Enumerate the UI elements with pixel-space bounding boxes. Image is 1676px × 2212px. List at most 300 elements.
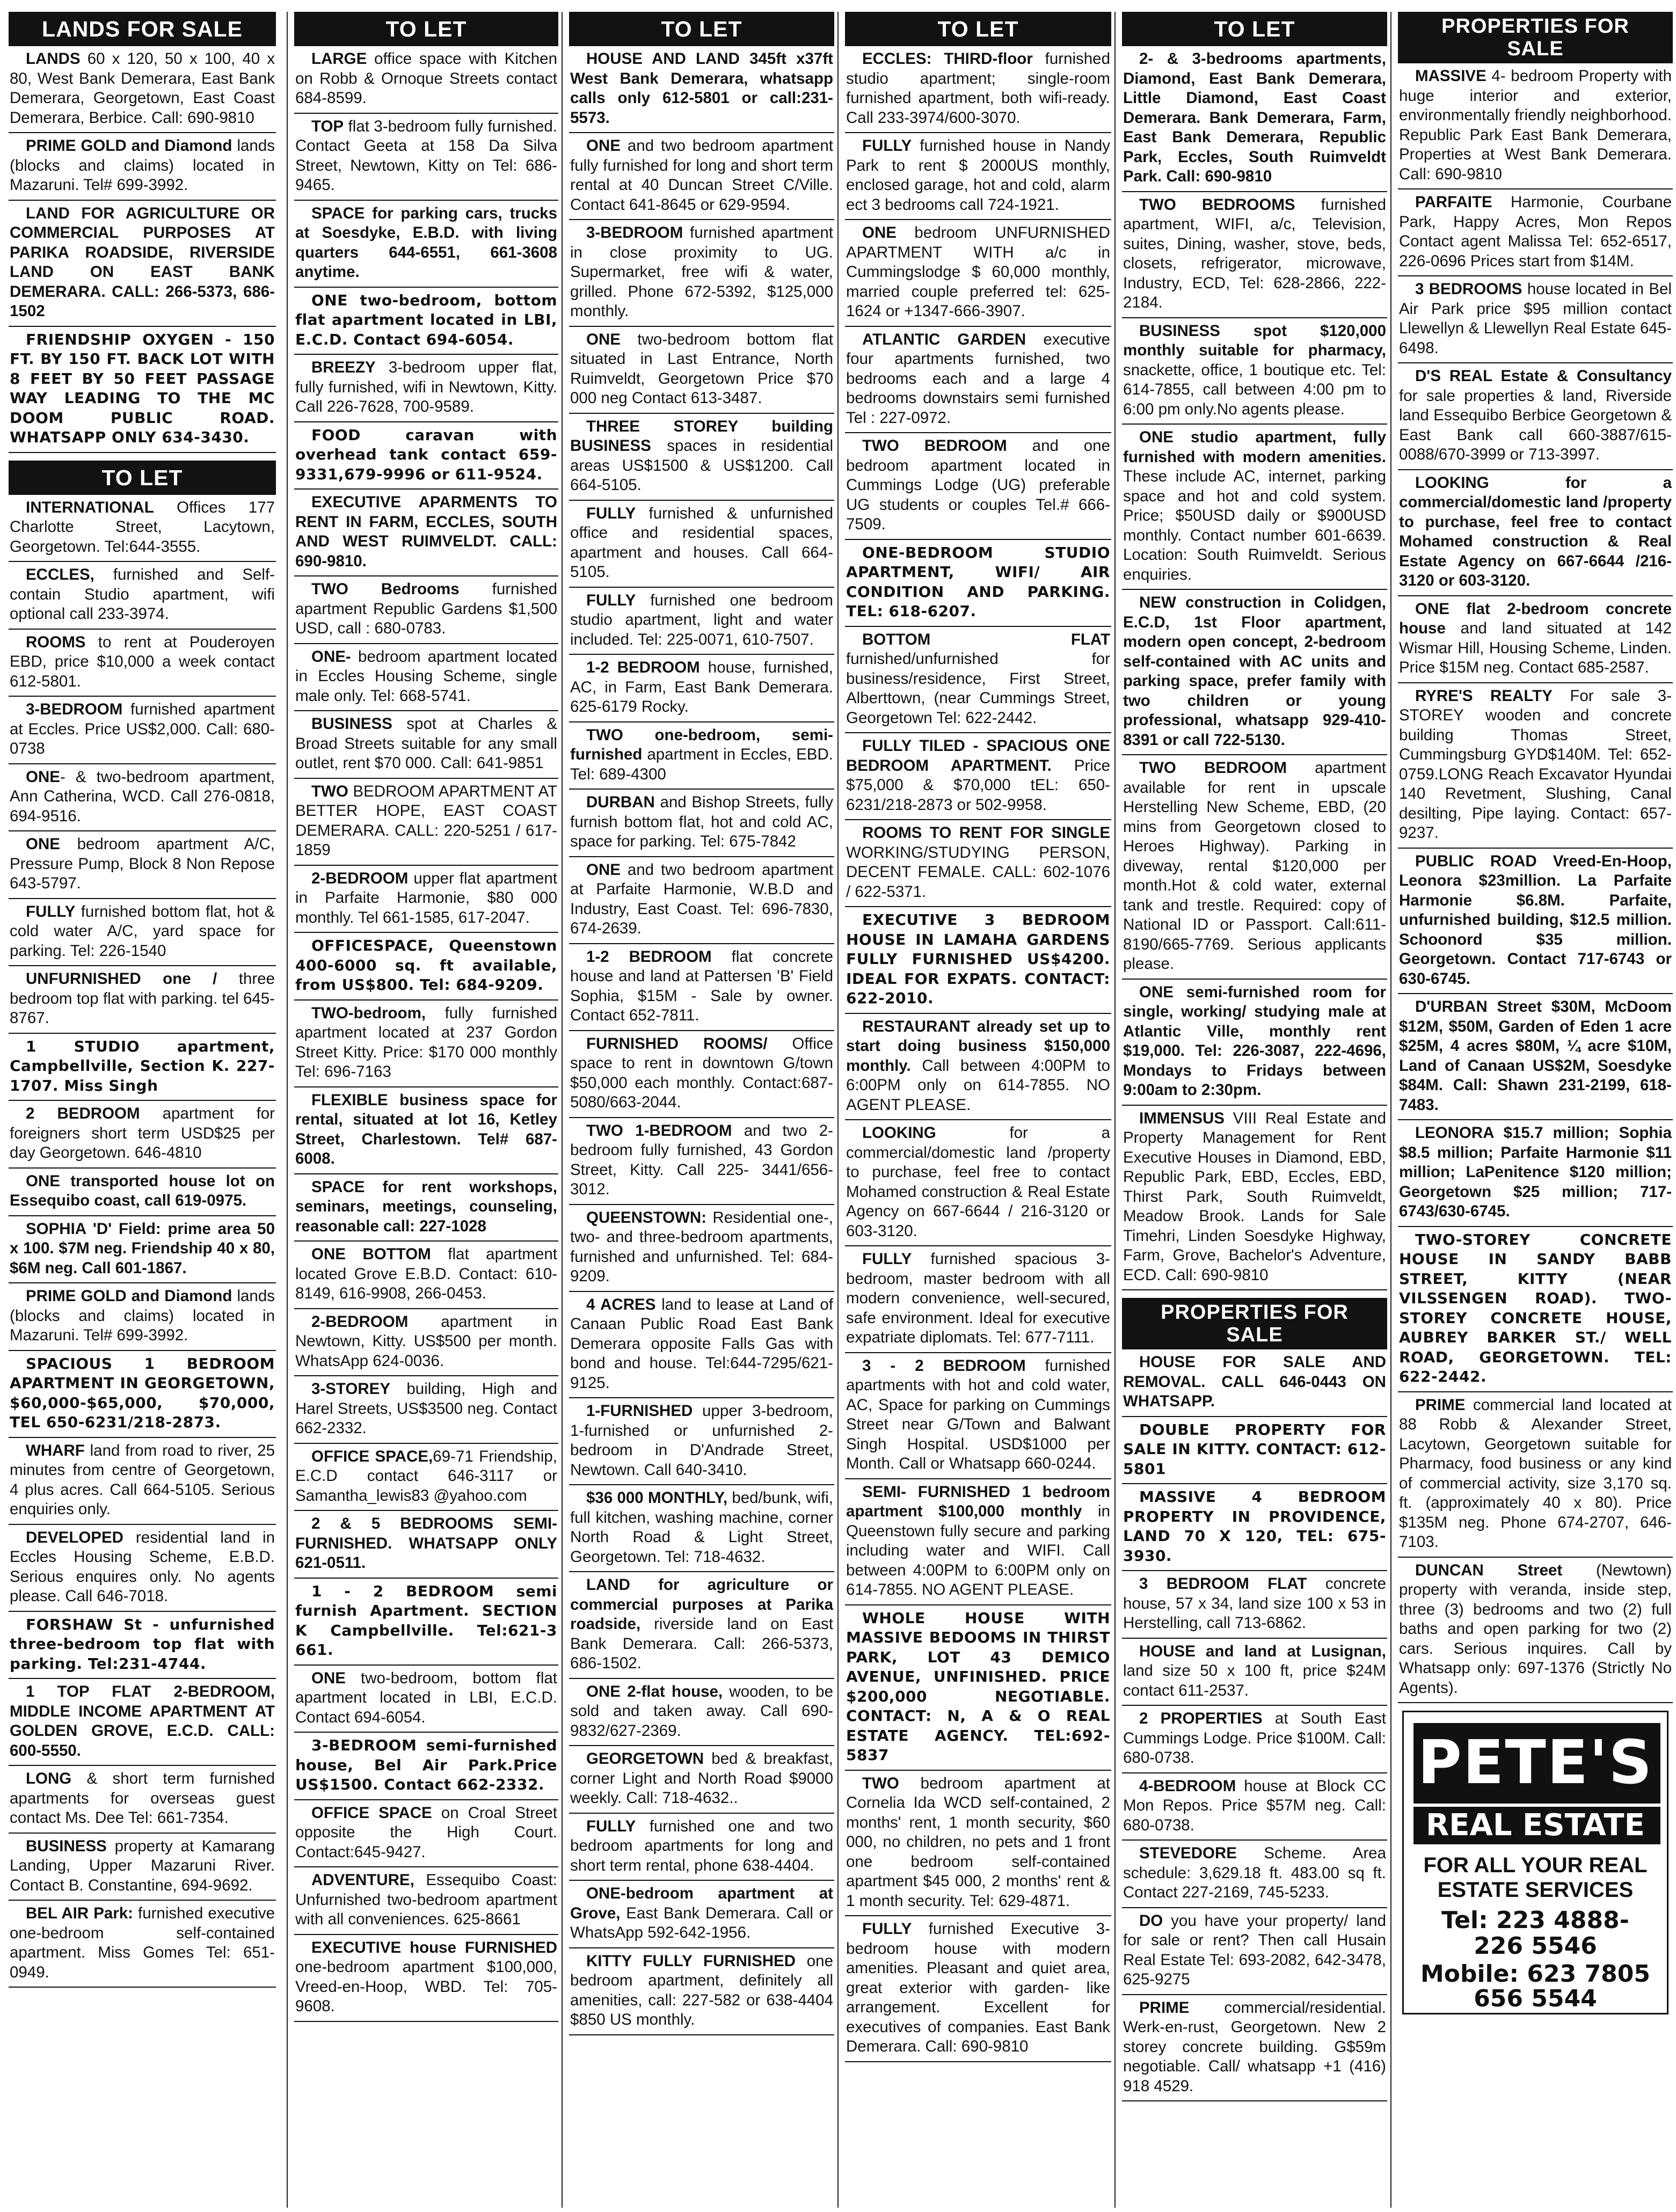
classified-ad [1122, 318, 1387, 425]
section-header: TO LET [569, 12, 834, 46]
classified-ad [845, 733, 1111, 820]
classified-ad [569, 220, 834, 327]
ad-lead: ROOMS [26, 633, 86, 651]
ad-body: riverside land on East Bank Demerara. Call: 266-5373, 686-1502. [570, 1615, 833, 1672]
ad-lead: HOUSE AND LAND 345ft x37ft West Bank Demerara, whatsapp calls only 612-5801 or call:231-5573. [570, 50, 833, 127]
ad-body: furnished apartment, WIFI, a/c, Television, suites, Dining, washer, stove, beds, closets, refrigerator, microwave, Industry, ECD, Tel: 628-2866, 222-2184. [1123, 195, 1386, 311]
classified-ad [294, 711, 558, 779]
column-6 [1390, 12, 1673, 2208]
classified-ad [9, 133, 276, 201]
ad-body: furnished house in Nandy Park to rent $ 2000US monthly, enclosed garage, hot and cold, alarm ect 3 bedrooms call 724-1921. [846, 137, 1110, 214]
ad-body: furnished bottom flat, hot & cold water A/C, yard space for parking. Tel: 226-1540 [10, 902, 275, 960]
ad-lead: LONG [26, 1770, 72, 1787]
classified-ad [1398, 470, 1673, 596]
ad-body: for sale properties & land, Riverside land Essequibo Berbice Georgetown & East Bank call 660-3887/615-0088/670-3999 or 713-3997. [1399, 386, 1672, 463]
ad-lead: BEL AIR Park: [26, 1904, 133, 1922]
ad-body: bedroom apartment located in Eccles Housing Scheme, single male only. Tel: 668-5741. [295, 647, 557, 705]
classified-ad [845, 1246, 1111, 1353]
ad-list [1398, 63, 1673, 1703]
ad-body: & short term furnished apartments for overseas guest contact Ms. Dee Tel: 661-7354. [10, 1770, 275, 1827]
ad-lead: 3-BEDROOM [586, 224, 683, 242]
ad-body: bedroom apartment at Cornelia Ida WCD self-contained, 2 months' rent, 1 month security, $60 000, no children, no pets and 1 front one bedroom self-contained apartment $45 000, 2 months' rent & 1 month security. Tel: 629-4871. [846, 1774, 1110, 1910]
ad-lead: GEORGETOWN [586, 1750, 704, 1768]
ad-body: furnished studio apartment; single-room furnished apartment, both wifi-ready. Call 233-3974/600-3070. [846, 50, 1110, 127]
ad-lead: RESTAURANT already set up to start doing business $150,000 monthly. [846, 1017, 1110, 1075]
ad-body: furnished & unfurnished office and residential spaces, apartment and houses. Call 664-5105. [570, 504, 833, 581]
ad-body: bed & breakfast, corner Light and North Road $9000 weekly. Call: 718-4632.. [570, 1750, 833, 1807]
ad-body: on Croal Street opposite the High Court. Contact:645-9427. [295, 1804, 557, 1861]
ad-lead: FULLY [862, 1250, 912, 1268]
ad-body: 4- bedroom Property with huge interior and exterior, environmentally friendly neighborhood. Republic Park East Bank Demerara, Properties at West Bank Demerara. Call: 690-9810 [1399, 67, 1672, 183]
ad-body: house at Block CC Mon Repos. Price $57M neg. Call: 680-0738. [1123, 1777, 1386, 1834]
classified-ad [569, 414, 834, 501]
ad-lead: LARGE [311, 50, 367, 68]
ad-body: furnished apartment at Eccles. Price US$2,000. Call: 680-0738 [10, 700, 275, 757]
classified-ad [1398, 849, 1673, 995]
classified-ad [294, 1579, 558, 1666]
ad-lead: 2-BEDROOM [311, 869, 409, 887]
classified-ad [9, 1901, 276, 1988]
ad-lead: ONE [586, 330, 621, 348]
classified-ad [294, 46, 558, 114]
ad-body: bedroom apartment A/C, Pressure Pump, Block 8 Non Repose 643-5797. [10, 835, 275, 892]
ad-lead: 2-BEDROOM [311, 1312, 409, 1331]
ad-body: at South East Cummings Lodge. Price $100M. Call: 680-0738. [1123, 1710, 1386, 1766]
ad-lead: FULLY [862, 1920, 912, 1938]
ad-lead: LEONORA $15.7 million; Sophia $8.5 million; Parfaite Harmonie $11 million; LaPenitence $120 million; Georgetown $25 million; 717-6743/630-6745. [1399, 1124, 1672, 1220]
ad-lead: PRIME GOLD and Diamond [26, 137, 232, 155]
classified-ad [9, 1034, 276, 1101]
ad-lead: 4-BEDROOM [1139, 1777, 1236, 1795]
ad-lead: HOUSE FOR SALE AND REMOVAL. CALL 646-0443 ON WHATSAPP. [1123, 1353, 1386, 1410]
ad-lead: 3 BEDROOMS [1415, 280, 1522, 298]
ad-body: house, furnished, AC, in Farm, East Bank Demerara. 625-6179 Rocky. [570, 659, 833, 716]
ad-lead: EXECUTIVE house FURNISHED [311, 1938, 557, 1957]
ad-lead: 2- & 3-bedrooms apartments, Diamond, East Bank Demerara, Little Diamond, East Coast Demerara. Bank Demerara, Farm, East Bank Demerara, Republic Park, Eccles, South Ruimveldt Park. Call: 690-9810 [1123, 50, 1386, 185]
ad-body: furnished executive one-bedroom self-contained apartment. Miss Gomes Tel: 651-0949. [10, 1904, 275, 1981]
classified-ad [9, 899, 276, 967]
ad-lead: ONE- [311, 647, 351, 666]
ad-list [845, 46, 1111, 2062]
column-3 [562, 12, 834, 2208]
ad-lead: EXECUTIVE APARMENTS TO RENT IN FARM, ECCLES, SOUTH AND WEST RUIMVELDT. CALL: 690-9810. [295, 493, 557, 570]
classified-ad [294, 576, 558, 644]
ad-body: East Bank Demerara. Call or WhatsApp 592-642-1956. [570, 1904, 833, 1941]
ad-lead: ROOMS TO RENT FOR SINGLE [862, 824, 1110, 842]
ad-body: and two bedroom apartment at Parfaite Harmonie, W.B.D and Industry, East Coast. Tel: 696-7830, 674-2639. [570, 860, 833, 937]
classified-ad [569, 327, 834, 414]
classified-ad [1122, 1349, 1387, 1417]
ad-lead: 4 ACRES [586, 1295, 656, 1313]
classified-ad [569, 1205, 834, 1292]
classified-ad [845, 46, 1111, 133]
petes-real-estate-ad [1402, 1711, 1668, 2014]
section-header: PROPERTIES FOR SALE [1398, 12, 1673, 63]
classified-ad [1122, 1639, 1387, 1706]
classified-ad [569, 1292, 834, 1399]
classified-ad [9, 46, 276, 133]
classified-ad [9, 831, 276, 899]
ad-body: These include AC, internet, parking space and hot and cold system. Price; $50USD daily or $900USD monthly. Contact number 601-6639. Location: South Ruimveldt. Serious enquiries. [1123, 468, 1386, 583]
ad-lead: TWO [311, 782, 348, 800]
ad-lead: FULLY TILED - SPACIOUS ONE BEDROOM APARTMENT. [846, 737, 1110, 775]
ad-lead: HOUSE and land at Lusignan, [1139, 1642, 1386, 1660]
ad-body: two-bedroom bottom flat situated in Last Entrance, North Ruimveldt, Georgetown Price $70 000 neg Contact 613-3487. [570, 330, 833, 407]
ad-lead: DURBAN [586, 793, 655, 811]
ad-body: and two 2-bedroom fully furnished, 43 Gordon Street, Kitty. Call 225- 3441/656-3012. [570, 1121, 833, 1198]
ad-lead: OFFICE SPACE [311, 1804, 432, 1822]
ad-lead: SOPHIA 'D' Field: prime area 50 x 100. $7M neg. Friendship 40 x 80, $6M neg. Call 601-1867. [10, 1220, 275, 1277]
ad-body: fully furnished apartment located at 237 Gordon Street Kitty. Price: $170 000 monthly Tel: 696-7163 [295, 1004, 557, 1081]
section-header: LANDS FOR SALE [9, 12, 276, 46]
classified-ad [9, 1612, 276, 1680]
classified-ad [569, 790, 834, 857]
ad-lead: KITTY FULLY FURNISHED [586, 1952, 796, 1970]
ad-body: apartment available for rent in upscale Herstelling New Scheme, EBD, (20 mins from Georgetown closed to Heroes Highway). Parking in diveway, rental $120,000 per month.Hot & cold water, external tank and trestle. Required: copy of National ID or Passport. Call:611-8190/665-7769. Serious applicants please. [1123, 759, 1386, 973]
ad-lead: FULLY [586, 504, 636, 522]
ad-lead: BUSINESS spot $120,000 monthly suitable for pharmacy, [1123, 322, 1386, 359]
column-1 [9, 12, 276, 2208]
ad-body: furnished Executive 3- bedroom house with modern amenities. Pleasant and quiet area, great exterior with garden- like arrangement. Excellent for executives of companies. East Bank Demerara. Call: 690-9810 [846, 1920, 1110, 2055]
classified-ad [294, 1511, 558, 1579]
ad-lead: ONE two-bedroom, bottom flat apartment located in LBI, E.C.D. Contact 694-6054. [295, 291, 557, 348]
ad-body: 69-71 Friendship, E.C.D contact 646-3117 or Samantha_lewis83 @yahoo.com [295, 1447, 557, 1505]
ad-body: upper flat apartment in Parfaite Harmonie, $80 000 monthly. Tel 661-1585, 617-2047. [295, 869, 557, 926]
ad-lead: FULLY [26, 902, 76, 921]
section-header: PROPERTIES FOR SALE [1122, 1298, 1387, 1349]
classified-ad [845, 1120, 1111, 1246]
ad-lead: FULLY [586, 1817, 636, 1835]
classified-ad [1122, 1773, 1387, 1841]
classified-ad [569, 655, 834, 722]
ad-lead: ONE 2-flat house, [586, 1682, 723, 1700]
classified-ad [294, 355, 558, 422]
classified-ad [294, 1666, 558, 1733]
classified-ad [9, 1351, 276, 1438]
classified-ad [569, 1746, 834, 1814]
ad-lead: ATLANTIC GARDEN [862, 330, 1026, 348]
ad-body: executive four apartments furnished, two bedrooms each and a large 4 bedrooms downstairs semi furnished Tel : 227-0972. [846, 330, 1110, 427]
ad-lead: FOOD caravan with overhead tank contact 659-9331,679-9996 or 611-9524. [295, 426, 557, 483]
classified-ad [294, 1376, 558, 1444]
ad-body: (Newtown) property with veranda, inside step, three (3) bedrooms and two (2) full baths and open parking for two (2) cars. Serious inquires. Call by Whatsapp only: 697-1376 (Strictly No Agents). [1399, 1561, 1672, 1697]
classified-ad [845, 1353, 1111, 1479]
ad-lead: NEW construction in Colidgen, E.C.D, 1st Floor apartment, modern open concept, 2-bedroom self-contained with AC units and parking space, prefer family with two children or young professional, whatsapp 929-410-8391 or call 722-5130. [1123, 594, 1386, 749]
classified-ad [569, 1118, 834, 1205]
classified-ad [1122, 1571, 1387, 1639]
classified-ad [9, 1283, 276, 1351]
ad-list [9, 495, 276, 1988]
ad-lead: INTERNATIONAL [26, 498, 154, 516]
classified-ad [1122, 1706, 1387, 1773]
ad-lead: DUNCAN Street [1415, 1561, 1563, 1579]
classified-ad [1398, 1558, 1673, 1704]
classified-ad [1122, 1908, 1387, 1995]
ad-body: residential land in Eccles Housing Scheme, E.B.D. Serious enquires only. No agents please. Call 646-7018. [10, 1528, 275, 1605]
ad-body: apartment in Eccles, EBD. Tel: 689-4300 [570, 746, 833, 783]
classified-ad [294, 1867, 558, 1935]
classified-ad [569, 46, 834, 133]
classified-ad [1122, 1995, 1387, 2102]
ad-lead: TWO Bedrooms [311, 580, 460, 598]
classified-ad [845, 1771, 1111, 1917]
ad-lead: FLEXIBLE business space for rental, situated at lot 16, Ketley Street, Charlestown. Tel# 687-6008. [295, 1091, 557, 1167]
classified-ad [845, 540, 1111, 627]
ad-lead: ECCLES: THIRD-floor [862, 50, 1033, 68]
logo-line2: FOR ALL YOUR REAL [1423, 1853, 1648, 1877]
ad-body: Scheme. Area schedule: 3,629.18 ft. 483.00 sq ft. Contact 227-2169, 745-5233. [1123, 1844, 1386, 1901]
ad-lead: DEVELOPED [26, 1528, 123, 1546]
classified-ad [9, 1438, 276, 1525]
ad-lead: 2 & 5 BEDROOMS SEMI-FURNISHED. WHATSAPP ONLY 621-0511. [295, 1515, 557, 1572]
ad-lead: MASSIVE 4 BEDROOM PROPERTY IN PROVIDENCE, LAND 70 X 120, TEL: 675-3930. [1123, 1488, 1386, 1565]
ad-lead: ONE transported house lot on Essequibo coast, call 619-0975. [10, 1172, 275, 1209]
classified-ad [1398, 363, 1673, 470]
ad-body: Essequibo Coast: Unfurnished two-bedroom apartment with all conveniences. 625-8661 [295, 1871, 557, 1928]
ad-lead: SPACE for parking cars, trucks at Soesdyke, E.B.D. with living quarters 644-6551, 661-3608 anytime. [295, 204, 557, 281]
ad-body: spaces in residential areas US$1500 & US$1200. Call 664-5105. [570, 437, 833, 494]
ad-body: bed/bunk, wifi, full kitchen, washing machine, corner North Road & Light Street, Georgetown. Tel: 718-4632. [570, 1489, 833, 1566]
ad-lead: $36 000 MONTHLY, [586, 1489, 728, 1507]
ad-body: upper 3-bedroom, 1-furnished or unfurnished 2-bedroom in D'Andrade Street, Newtown. Call 640-3410. [570, 1402, 833, 1479]
ad-body: wooden, to be sold and taken away. Call 690-9832/627-2369. [570, 1682, 833, 1740]
ad-lead: ONE [311, 1669, 346, 1687]
column-4 [837, 12, 1111, 2208]
ad-body: two-bedroom, bottom flat apartment located in LBI, E.C.D. Contact 694-6054. [295, 1669, 557, 1726]
classified-ad [845, 1916, 1111, 2062]
classified-ad [294, 644, 558, 712]
classified-ad [569, 588, 834, 655]
classified-ad [1122, 1841, 1387, 1908]
ad-lead: THREE STOREY building BUSINESS [570, 417, 833, 455]
ad-body: three bedroom top flat with parking. tel 645-8767. [10, 970, 275, 1027]
classified-ad [9, 495, 276, 563]
ad-lead: ONE [586, 860, 621, 879]
ad-body: to rent at Pouderoyen EBD, price $10,000 a week contact 612-5801. [10, 633, 275, 690]
classified-ad [845, 220, 1111, 327]
ad-lead: TWO [862, 1774, 899, 1792]
classified-ad [845, 133, 1111, 220]
classified-ad [294, 1001, 558, 1087]
classified-ad [569, 1948, 834, 2035]
ad-lead: 3 BEDROOM FLAT [1139, 1575, 1307, 1593]
ad-body: furnished and Self-contain Studio apartment, wifi optional call 233-3974. [10, 566, 275, 623]
ad-body: you have your property/ land for sale or rent? Then call Husain Real Estate Tel: 693-2082, 642-3478, 625-9275 [1123, 1911, 1386, 1988]
classified-ad [294, 1309, 558, 1377]
ad-list [1122, 1349, 1387, 2101]
ad-body: flat 3-bedroom fully furnished. Contact Geeta at 158 Da Silva Street, Newtown, Kitty on Tel: 686-9465. [295, 117, 557, 194]
ad-body: Harmonie, Courbane Park, Happy Acres, Mon Repos Contact agent Malissa Tel: 652-6517, 226-0696 Prices start from $14M. [1399, 193, 1672, 270]
ad-lead: PARFAITE [1415, 193, 1492, 211]
logo-tel2: 226 5546 [1474, 1932, 1597, 1960]
classified-ad [9, 1525, 276, 1612]
ad-lead: EXECUTIVE 3 BEDROOM HOUSE IN LAMAHA GARDENS FULLY FURNISHED US$4200. IDEAL FOR EXPATS. CONTACT: 622-2010. [846, 911, 1110, 1007]
ad-body: 3-bedroom upper flat, fully furnished, wifi in Newtown, Kitty. Call 226-7628, 700-9589. [295, 359, 557, 415]
classified-ad [9, 630, 276, 697]
ad-lead: LAND for agriculture or commercial purposes at Parika roadside, [570, 1576, 833, 1633]
ad-body: one bedroom apartment, definitely all amenities, call: 227-582 or 638-4404 $850 US monthly. [570, 1952, 833, 2028]
classified-ad [1122, 1106, 1387, 1291]
classified-ad [294, 422, 558, 490]
ad-lead: 3-BEDROOM [26, 700, 123, 718]
ad-lead: BOTTOM FLAT [862, 630, 1110, 648]
ad-body: building, High and Harel Streets, US$3500 neg. Contact 662-2332. [295, 1380, 557, 1437]
ad-lead: QUEENSTOWN: [586, 1208, 706, 1227]
ad-lead: BUSINESS [26, 1837, 107, 1855]
classified-ad [9, 1679, 276, 1766]
logo-tel: Tel: 223 4888- [1441, 1907, 1629, 1934]
classified-ad [9, 1766, 276, 1834]
ad-body: apartment for foreigners short term USD$25 per day Georgetown. 646-4810 [10, 1105, 275, 1162]
classified-ad [1122, 425, 1387, 590]
ad-body: office space with Kitchen on Robb & Ornoque Streets contact 684-8599. [295, 50, 557, 107]
ad-lead: TWO BEDROOMS [1139, 195, 1295, 214]
ad-lead: 3 - 2 BEDROOM [862, 1356, 1026, 1375]
ad-body: land to lease at Land of Canaan Public Road East Bank Demerara opposite Falls Gas with bond and house. Tel:644-7295/621-9125. [570, 1295, 833, 1392]
ad-lead: OFFICE SPACE, [311, 1447, 433, 1465]
ad-lead: TWO BEDROOM [1139, 759, 1287, 777]
ad-lead: ONE [862, 224, 897, 242]
classified-ad [1398, 1392, 1673, 1558]
classified-ad [9, 1834, 276, 1901]
ad-lead: IMMENSUS [1139, 1109, 1225, 1127]
ad-list [294, 46, 558, 2022]
logo-line3: ESTATE SERVICES [1437, 1878, 1634, 1902]
ad-body: and one bedroom apartment located in Cummings Lodge (UG) preferable UG students or couples Tel.# 666-7509. [846, 437, 1110, 533]
ad-lead: TOP [311, 117, 344, 135]
ad-list [1122, 46, 1387, 1290]
classified-ad [569, 1881, 834, 1948]
classified-ad [294, 779, 558, 866]
classified-ad [1122, 980, 1387, 1106]
ad-lead: ONE-BEDROOM STUDIO APARTMENT, WIFI/ AIR CONDITION AND PARKING. TEL: 618-6207. [846, 543, 1110, 620]
classified-ad [1398, 63, 1673, 189]
ad-body: one-bedroom apartment $100,000, Vreed-en-Hoop, WBD. Tel: 705-9608. [295, 1958, 557, 2015]
ad-lead: DO [1139, 1911, 1163, 1930]
classified-ad [569, 857, 834, 944]
ad-lead: PUBLIC ROAD Vreed-En-Hoop, Leonora $23million. La Parfaite Harmonie $6.8M. Parfaite, unfurnished building, $12.5 million. Schoonord $35 million. Georgetown. Contact 717-6743 or 630-6745. [1399, 852, 1672, 988]
ad-body: lands (blocks and claims) located in Mazaruni. Tel# 699-3992. [10, 1287, 275, 1344]
ad-lead: SPACE for rent workshops, seminars, meetings, counseling, reasonable call: 227-1028 [295, 1178, 557, 1235]
ad-body: snackette, office, 1 boutique etc. Tel: 614-7855, call between 4:00 pm to 6:00 pm only.No agents please. [1123, 361, 1386, 418]
ad-lead: TWO BEDROOM [862, 437, 1007, 455]
classified-ad [294, 933, 558, 1001]
classified-ad [9, 1169, 276, 1216]
classified-ad [845, 1605, 1111, 1771]
classified-ad [1122, 46, 1387, 192]
classified-ad [1398, 596, 1673, 683]
ad-body: property at Kamarang Landing, Upper Mazaruni River. Contact B. Constantine, 694-9692. [10, 1837, 275, 1894]
ad-lead: TWO-STOREY CONCRETE HOUSE IN SANDY BABB STREET, KITTY (NEAR VILSSENGEN ROAD). TWO-STOREY CONCRETE HOUSE, AUBREY BARKER ST./ WELL ROAD, GEORGETOWN. TEL: 622-2442. [1399, 1230, 1672, 1385]
classified-ad [9, 1101, 276, 1169]
classified-ad [294, 866, 558, 933]
ad-body: Price $75,000 & $70,000 tEL: 650-6231/218-2873 or 502-9958. [846, 756, 1110, 814]
classified-ad [294, 1733, 558, 1800]
classified-ad [569, 1485, 834, 1572]
ad-lead: LOOKING for a commercial/domestic land /property to purchase, feel free to contact Mohamed construction & Real Estate Agency on 667-6644 /216-3120 or 603-3120. [1399, 473, 1672, 589]
classified-ad [294, 1935, 558, 2022]
classified-ad [1398, 1227, 1673, 1392]
ad-lead: WHOLE HOUSE WITH MASSIVE BEDOOMS IN THIRST PARK, LOT 43 DEMICO AVENUE, UNFINISHED. PRICE $200,000 NEGOTIABLE. CONTACT: N, A & O REAL ESTATE AGENCY. TEL:692-5837 [846, 1609, 1110, 1764]
ad-body: lands (blocks and claims) located in Mazaruni. Tel# 699-3992. [10, 137, 275, 194]
classified-ad [1122, 1484, 1387, 1571]
ad-body: in Queenstown fully secure and parking including water and WIFI. Call between 4:00PM to 6:00PM only on 614-7855. NO AGENT PLEASE. [846, 1502, 1110, 1598]
ad-lead: PRIME GOLD and Diamond [26, 1287, 232, 1305]
section-header: TO LET [294, 12, 558, 46]
ad-body: furnished one and two bedroom apartments for long and short term rental, phone 638-4404. [570, 1817, 833, 1874]
classified-ad [569, 944, 834, 1031]
classified-ad [1398, 189, 1673, 276]
classified-ad [294, 1087, 558, 1174]
column-5 [1114, 12, 1387, 2208]
ad-list [569, 46, 834, 2035]
classified-ad [294, 201, 558, 288]
ad-lead: 3-STOREY [311, 1380, 390, 1398]
ad-body: flat concrete house and land at Pattersen 'B' Field Sophia, $15M - Sale by owner. Contact 652-7811. [570, 947, 834, 1024]
classified-ad [294, 1444, 558, 1512]
ad-body: furnished apartment in close proximity to UG. Supermarket, free wifi & water, grilled. Phone 672-5392, $125,000 monthly. [570, 224, 833, 320]
classified-ad [294, 1800, 558, 1868]
ad-body: flat apartment located Grove E.B.D. Contact: 610-8149, 616-9908, 266-0453. [295, 1245, 557, 1302]
classified-ad [569, 722, 834, 790]
classified-ad [1398, 1120, 1673, 1227]
ad-lead: ONE semi-furnished room for single, working/ studying male at Atlantic Ville, monthly rent $19,000. Tel: 226-3087, 222-4696, Mondays to Fridays between 9:00am to 2:30pm. [1123, 983, 1386, 1099]
logo-brand: PETE'S [1417, 1728, 1653, 1798]
ad-lead: ADVENTURE, [311, 1871, 414, 1889]
ad-body: apartment in Newtown, Kitty. US$500 per month. WhatsApp 624-0036. [295, 1312, 557, 1370]
ad-body: for a commercial/domestic land /property to purchase, feel free to contact Mohamed construction & Real Estate Agency on 667-6644 / 216-3120 or 603-3120. [846, 1124, 1110, 1240]
ad-body: VIII Real Estate and Property Management for Rent Executive Houses in Diamond, EBD, Republic Park, EBD, Eccles, EBD, Thirst Park, South Ruimveldt, Meadow Brook. Lands for Sale Timehri, Linden Soesdyke Highway, Farm, Grove, Bachelor's Adventure, ECD. Call: 690-9810 [1123, 1109, 1386, 1284]
ad-lead: 1-FURNISHED [586, 1402, 693, 1420]
ad-body: spot at Charles & Broad Streets suitable for any small outlet, rent $70 000. Call: 641-9851 [295, 715, 557, 772]
ad-lead: 3-BEDROOM semi-furnished house, Bel Air Park.Price US$1500. Contact 662-2332. [295, 1736, 557, 1793]
ad-lead: 1 TOP FLAT 2-BEDROOM, MIDDLE INCOME APARTMENT AT GOLDEN GROVE, E.C.D. CALL: 600-5550. [10, 1683, 275, 1760]
ad-lead: OFFICESPACE, Queenstown 400-6000 sq. ft available, from US$800. Tel: 684-9209. [295, 937, 557, 994]
ad-lead: ONE [26, 835, 60, 853]
ad-lead: ONE [26, 768, 60, 786]
ad-body: WORKING/STUDYING PERSON, DECENT FEMALE. CALL: 602-1076 / 622-5371. [846, 843, 1110, 901]
ad-lead: WHARF [26, 1441, 85, 1459]
classified-ad [569, 1679, 834, 1747]
classified-ad [294, 114, 558, 201]
ad-body: Residential one-, two- and three-bedroom apartments, furnished and unfurnished. Tel: 684-9209. [570, 1208, 833, 1285]
classified-ad [9, 1216, 276, 1284]
ad-lead: 1 STUDIO apartment, Campbellville, Section K. 227-1707. Miss Singh [10, 1037, 275, 1094]
ad-lead: D'URBAN Street $30M, McDoom $12M, $50M, Garden of Eden 1 acre $25M, 4 acres $80M, ¼ acre $10M, Land of Canaan US$2M, Soesdyke $84M. Call: Shawn 231-2199, 618-7483. [1399, 998, 1672, 1114]
ad-lead: FORSHAW St - unfurnished three-bedroom top flat with parking. Tel:231-4744. [10, 1615, 275, 1673]
classified-ad [9, 966, 276, 1034]
ad-lead: 2 PROPERTIES [1139, 1710, 1263, 1727]
classified-ad [9, 562, 276, 630]
ad-body: furnished spacious 3-bedroom, master bedroom with all modern convenience, well-secured, safe environment. Ideal for executive expatriate diplomats. Tel: 677-7111. [846, 1250, 1110, 1346]
ad-lead: SEMI- FURNISHED 1 bedroom apartment $100,000 monthly [846, 1483, 1110, 1520]
ad-body: Office space to rent in downtown G/town $50,000 each monthly. Contact:687-5080/663-2044. [570, 1034, 833, 1111]
ad-body: commercial land located at 88 Robb & Alexander Street, Lacytown, Georgetown suitable for Pharmacy, food business or any kind of commercial activity, size 3,170 sq. ft. (approximately 40 x 80). Price $135M neg. Phone 674-2707, 646-7103. [1399, 1396, 1672, 1551]
ad-body: - & two-bedroom apartment, Ann Catherina, WCD. Call 276-0818, 694-9516. [10, 768, 275, 825]
ad-lead: ONE-bedroom apartment at Grove, [570, 1885, 833, 1922]
ad-lead: FULLY [862, 137, 912, 155]
classified-ad [845, 627, 1111, 734]
classified-ad [845, 820, 1111, 907]
ad-body: bedroom UNFURNISHED APARTMENT WITH a/c in Cummingslodge $ 60,000 monthly, married couple preferred tel: 625-1624 or +1347-666-3907. [846, 224, 1110, 320]
classified-ad [1122, 192, 1387, 318]
classified-ad [9, 201, 276, 327]
ad-lead: BUSINESS [311, 715, 392, 733]
classified-ad [845, 433, 1111, 540]
ad-lead: D'S REAL Estate & Consultancy [1415, 367, 1672, 385]
ad-lead: DOUBLE PROPERTY FOR SALE IN KITTY. CONTACT: 612-5801 [1123, 1420, 1386, 1478]
ad-lead: STEVEDORE [1139, 1844, 1237, 1862]
